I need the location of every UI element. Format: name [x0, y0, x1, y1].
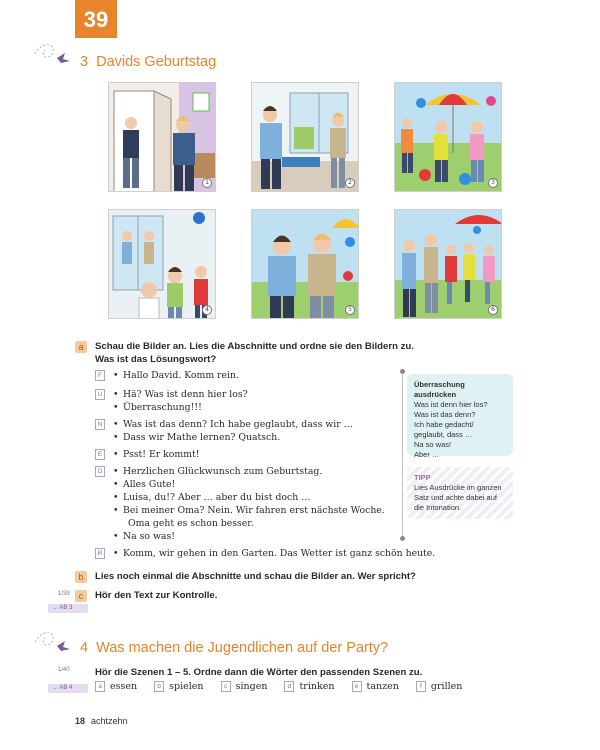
expressions-box-title: Überraschung ausdrücken	[414, 380, 465, 399]
bullet: •	[113, 492, 119, 503]
illustration-panel-4	[108, 209, 216, 319]
word-text: trinken	[299, 681, 335, 692]
expressions-line: Na so was!	[414, 440, 452, 449]
side-divider	[402, 371, 403, 539]
bullet: •	[113, 370, 119, 381]
illustration-panel-1	[108, 82, 216, 192]
tipp-line: die Intonation.	[414, 503, 462, 512]
word-letter-box[interactable]: b	[154, 681, 164, 692]
expressions-line: Aber …	[414, 450, 440, 459]
section-4-heading	[80, 640, 388, 656]
panel-4-number: 4	[202, 305, 212, 315]
task-a-instruction-line1: Schau die Bilder an. Lies die Abschnitte und ordne sie den Bildern zu.	[95, 341, 414, 352]
dialogue-line-continued	[118, 518, 254, 530]
dialogue-line	[113, 389, 248, 401]
answer-letter-box-f[interactable]: F	[95, 370, 105, 381]
section-4-title: Was machen die Jugendlichen auf der Party?	[96, 640, 389, 656]
workbook-ref-ab3[interactable]: → AB 3	[48, 604, 88, 613]
dialogue-text: Hä? Was ist denn hier los?	[123, 389, 248, 400]
bird-icon	[33, 40, 77, 70]
dialogue-line	[113, 402, 202, 414]
audio-track-1-39[interactable]: 1/39	[58, 591, 70, 597]
word-item	[416, 681, 462, 692]
panel-1-number: 1	[202, 178, 212, 188]
word-text: grillen	[430, 681, 463, 692]
dialogue-text: Dass wir Mathe lernen? Quatsch.	[123, 432, 281, 443]
task-a-badge: a	[75, 341, 87, 353]
section-3-number: 3	[80, 54, 89, 70]
word-item	[352, 681, 399, 692]
divider-dot-bottom	[400, 536, 405, 541]
dialogue-text: Luisa, du!? Aber … aber du bist doch …	[123, 492, 311, 503]
answer-letter-box-e[interactable]: E	[95, 449, 105, 460]
answer-letter-box-d[interactable]: D	[95, 466, 105, 477]
bullet: •	[113, 402, 119, 413]
panel-2-drawing	[252, 83, 359, 192]
dialogue-line	[113, 370, 239, 382]
bullet: •	[113, 449, 119, 460]
dialogue-text: Hallo David. Komm rein.	[123, 370, 239, 381]
word-item	[154, 681, 203, 692]
panel-2-number: 2	[345, 178, 355, 188]
dialogue-text: Herzlichen Glückwunsch zum Geburtstag.	[123, 466, 323, 477]
word-item	[284, 681, 334, 692]
word-letter-box[interactable]: a	[95, 681, 105, 692]
word-text: essen	[110, 681, 138, 692]
word-list	[95, 681, 476, 692]
panel-3-drawing	[395, 83, 502, 192]
dialogue-text: Alles Gute!	[123, 479, 176, 490]
expressions-line: Ich habe gedacht/	[414, 420, 474, 429]
bullet: •	[113, 389, 119, 400]
tipp-line: Satz und achte dabei auf	[414, 493, 497, 502]
word-letter-box[interactable]: e	[352, 681, 362, 692]
dialogue-line	[113, 479, 175, 491]
panel-3-number: 3	[488, 178, 498, 188]
bullet: •	[113, 466, 119, 477]
dialogue-text: Psst! Er kommt!	[123, 449, 200, 460]
word-letter-box[interactable]: f	[416, 681, 426, 692]
illustration-panel-6	[394, 209, 502, 319]
dialogue-line	[113, 419, 353, 431]
bullet: •	[113, 531, 119, 542]
word-letter-box[interactable]: c	[221, 681, 231, 692]
tipp-line: Lies Ausdrücke im ganzen	[414, 483, 502, 492]
tipp-box	[407, 467, 513, 519]
panel-5-number: 5	[345, 305, 355, 315]
expressions-line: geglaubt, dass …	[414, 430, 473, 439]
dialogue-line	[113, 432, 280, 444]
section-4-instruction: Hör die Szenen 1 – 5. Ordne dann die Wörter den passenden Szenen zu.	[95, 667, 423, 678]
task-b-instruction: Lies noch einmal die Abschnitte und schau die Bilder an. Wer spricht?	[95, 571, 416, 582]
section-3-heading	[80, 54, 216, 70]
dialogue-text: Überraschung!!!	[123, 402, 202, 413]
task-a-instruction-line2: Was ist das Lösungswort?	[95, 354, 217, 365]
bullet: •	[113, 505, 119, 516]
dialogue-line	[113, 548, 435, 560]
word-text: tanzen	[366, 681, 399, 692]
panel-4-drawing	[109, 210, 216, 319]
dialogue-text: Oma geht es schon besser.	[128, 518, 254, 529]
tipp-box-title: TIPP	[414, 473, 431, 482]
expressions-line: Was ist denn hier los?	[414, 400, 488, 409]
panel-6-drawing	[395, 210, 502, 319]
dialogue-line	[113, 492, 310, 504]
bird-icon	[33, 628, 77, 658]
answer-letter-box-n[interactable]: N	[95, 419, 105, 430]
bullet: •	[113, 432, 119, 443]
section-3-title: Davids Geburtstag	[96, 54, 217, 70]
task-b-badge: b	[75, 571, 87, 583]
dialogue-line	[113, 505, 385, 517]
page-footer	[75, 716, 128, 726]
lesson-number-tab: 39	[75, 0, 117, 38]
audio-track-1-40[interactable]: 1/40	[58, 667, 70, 673]
word-text: singen	[235, 681, 268, 692]
word-item	[95, 681, 137, 692]
dialogue-line	[113, 449, 200, 461]
bullet: •	[113, 548, 119, 559]
illustration-panel-5	[251, 209, 359, 319]
illustration-panel-2	[251, 82, 359, 192]
dialogue-text: Bei meiner Oma? Nein. Wir fahren erst nächste Woche.	[123, 505, 385, 516]
answer-letter-box-u[interactable]: U	[95, 389, 105, 400]
page-number-word: achtzehn	[91, 716, 128, 726]
dialogue-line	[113, 531, 175, 543]
page-number: 18	[75, 716, 86, 726]
section-4-number: 4	[80, 640, 89, 656]
word-letter-box[interactable]: d	[284, 681, 294, 692]
task-c-badge: c	[75, 590, 87, 602]
panel-5-drawing	[252, 210, 359, 319]
dialogue-text: Was ist das denn? Ich habe geglaubt, dass wir …	[123, 419, 353, 430]
dialogue-text: Komm, wir gehen in den Garten. Das Wetter ist ganz schön heute.	[123, 548, 436, 559]
word-item	[221, 681, 268, 692]
workbook-ref-ab4[interactable]: → AB 4	[48, 684, 88, 693]
task-a-instruction	[95, 340, 414, 366]
panel-6-number: 6	[488, 305, 498, 315]
bullet: •	[113, 419, 119, 430]
word-text: spielen	[169, 681, 204, 692]
task-c-instruction: Hör den Text zur Kontrolle.	[95, 590, 218, 601]
expressions-box	[407, 374, 513, 459]
dialogue-line	[113, 466, 322, 478]
bullet: •	[113, 479, 119, 490]
expressions-line: Was ist das denn?	[414, 410, 476, 419]
dialogue-text: Na so was!	[123, 531, 175, 542]
divider-dot-top	[400, 369, 405, 374]
answer-letter-box-r[interactable]: R	[95, 548, 105, 559]
panel-1-drawing	[109, 83, 216, 192]
illustration-panel-3	[394, 82, 502, 192]
